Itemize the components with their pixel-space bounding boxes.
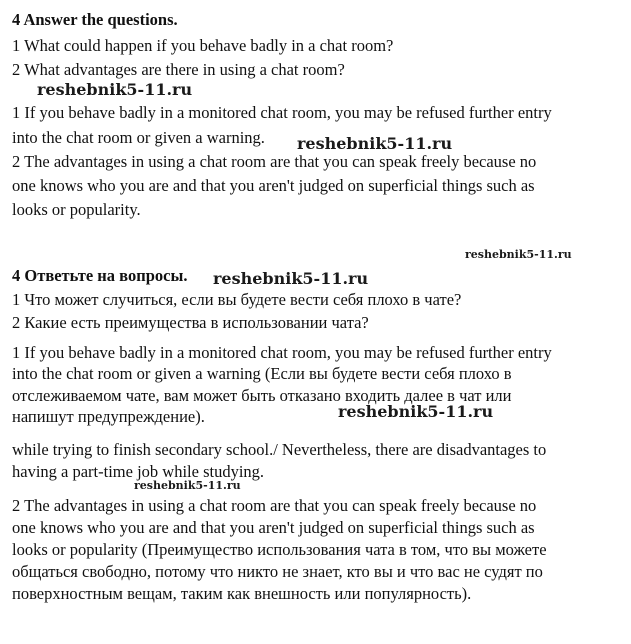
watermark-6: reshebnik5-11.ru [134, 479, 241, 492]
answer-2-ru-line-1: 2 The advantages in using a chat room are that you can speak freely because no [12, 496, 537, 515]
answer-1-ru-line-4: напишут предупреждение). [12, 407, 205, 426]
answer-2-ru-line-4: общаться свободно, потому что никто не знает, кто вы и что вас не судят по [12, 562, 543, 581]
question-1-en: 1 What could happen if you behave badly in a chat room? [12, 36, 394, 55]
answer-2-ru-line-5: поверхностным вещам, таким как внешность или популярность). [12, 584, 472, 603]
answer-1-ru-line-3: отслеживаемом чате, вам может быть отказано входить далее в чат или [12, 386, 512, 405]
watermark-2: reshebnik5-11.ru [297, 134, 453, 153]
watermark-4: reshebnik5-11.ru [213, 269, 369, 288]
question-2-en: 2 What advantages are there in using a chat room? [12, 60, 345, 79]
question-2-ru: 2 Какие есть преимущества в использовании чата? [12, 313, 369, 332]
answer-2-ru-line-2: one knows who you are and that you aren't judged on superficial things such as [12, 518, 535, 537]
answer-1-ru-line-1: 1 If you behave badly in a monitored chat room, you may be refused further entry [12, 343, 552, 362]
answer-1-line-2: into the chat room or given a warning. [12, 128, 265, 147]
exercise-heading-ru: 4 Ответьте на вопросы. [12, 266, 188, 285]
answer-1-line-1: 1 If you behave badly in a monitored chat room, you may be refused further entry [12, 103, 552, 122]
watermark-1: reshebnik5-11.ru [37, 80, 193, 99]
watermark-5: reshebnik5-11.ru [338, 402, 494, 421]
watermark-3: reshebnik5-11.ru [465, 248, 572, 261]
answer-2-ru-line-3: looks or popularity (Преимущество использования чата в том, что вы можете [12, 540, 547, 559]
exercise-heading-en: 4 Answer the questions. [12, 10, 178, 29]
answer-2-line-2: one knows who you are and that you aren't judged on superficial things such as [12, 176, 535, 195]
question-1-ru: 1 Что может случиться, если вы будете вести себя плохо в чате? [12, 290, 462, 309]
stray-text-line-2: having a part-time job while studying. [12, 462, 265, 481]
stray-text-line-1: while trying to finish secondary school./ Nevertheless, there are disadvantages to [12, 440, 547, 459]
answer-2-line-3: looks or popularity. [12, 200, 141, 219]
answer-2-line-1: 2 The advantages in using a chat room are that you can speak freely because no [12, 152, 537, 171]
answer-1-ru-line-2: into the chat room or given a warning (Если вы будете вести себя плохо в [12, 364, 512, 383]
